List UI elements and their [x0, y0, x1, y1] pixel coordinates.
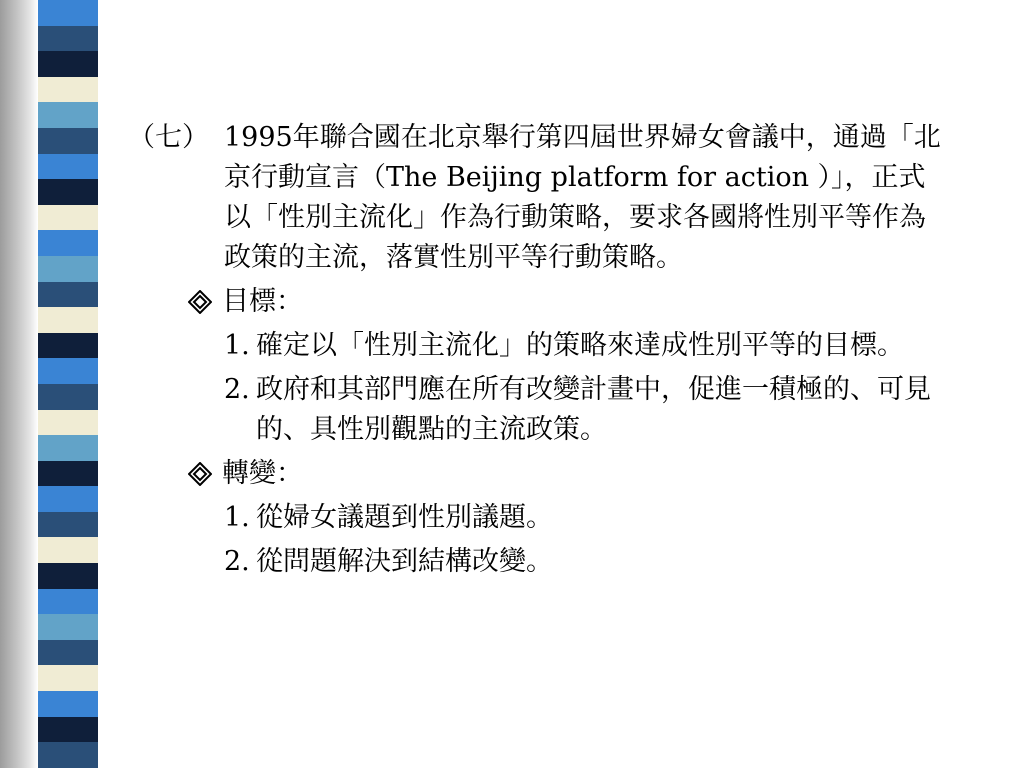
- stripe-block: [38, 179, 98, 205]
- section-title: 轉變：: [222, 458, 303, 489]
- stripe-block: [38, 717, 98, 743]
- item-text: 政府和其部門應在所有改變計畫中，促進一積極的、可見的、具性別觀點的主流政策。: [256, 374, 931, 445]
- diamond-bullet-icon: [188, 454, 222, 494]
- stripe-block: [38, 26, 98, 52]
- stripe-block: [38, 665, 98, 691]
- stripe-block: [38, 512, 98, 538]
- list-item: [224, 326, 958, 366]
- section-title: 目標：: [222, 286, 303, 317]
- item-text: 確定以「性別主流化」的策略來達成性別平等的目標。: [256, 330, 904, 361]
- stripe-block: [38, 256, 98, 282]
- stripe-block: [38, 51, 98, 77]
- stripe-block: [38, 282, 98, 308]
- stripe-block: [38, 384, 98, 410]
- stripe-block: [38, 128, 98, 154]
- stripe-block: [38, 435, 98, 461]
- item-number: 2.: [224, 546, 250, 577]
- stripe-block: [38, 537, 98, 563]
- item-text: 從問題解決到結構改變。: [256, 546, 553, 577]
- section-goals: [128, 282, 958, 450]
- stripe-block: [38, 589, 98, 615]
- section-title-row: [188, 282, 958, 322]
- stripe-block: [38, 410, 98, 436]
- stripe-block: [38, 563, 98, 589]
- stripe-block: [38, 691, 98, 717]
- section-transformation: [128, 454, 958, 582]
- item-number: 2.: [224, 374, 250, 405]
- stripe-block: [38, 461, 98, 487]
- stripe-block: [38, 614, 98, 640]
- stripe-block: [38, 230, 98, 256]
- stripe-block: [38, 205, 98, 231]
- heading-text: 1995年聯合國在北京舉行第四屆世界婦女會議中，通過「北京行動宣言（The Beijing platform for action ）」，正式以「性別主流化」作為行動策略，要求各國將性別平等作為政策的主流，落實性別平等行動策略。: [224, 122, 941, 273]
- stripe-block: [38, 358, 98, 384]
- heading-paragraph: [128, 118, 958, 278]
- section-title-row: [188, 454, 958, 494]
- heading-number: （七）: [128, 122, 209, 153]
- stripe-block: [38, 102, 98, 128]
- item-number: 1.: [224, 502, 250, 533]
- stripe-block: [38, 154, 98, 180]
- list-item: [224, 498, 958, 538]
- item-text: 從婦女議題到性別議題。: [256, 502, 553, 533]
- stripe-block: [38, 742, 98, 768]
- left-shadow-gradient: [0, 0, 38, 768]
- list-item: [224, 542, 958, 582]
- stripe-block: [38, 333, 98, 359]
- diamond-bullet-icon: [188, 282, 222, 322]
- stripe-block: [38, 77, 98, 103]
- stripe-block: [38, 486, 98, 512]
- stripe-block: [38, 640, 98, 666]
- slide-content: [128, 118, 958, 582]
- item-number: 1.: [224, 330, 250, 361]
- list-item: [224, 370, 958, 450]
- stripe-block: [38, 0, 98, 26]
- stripe-block: [38, 307, 98, 333]
- decorative-color-stripe: [38, 0, 98, 768]
